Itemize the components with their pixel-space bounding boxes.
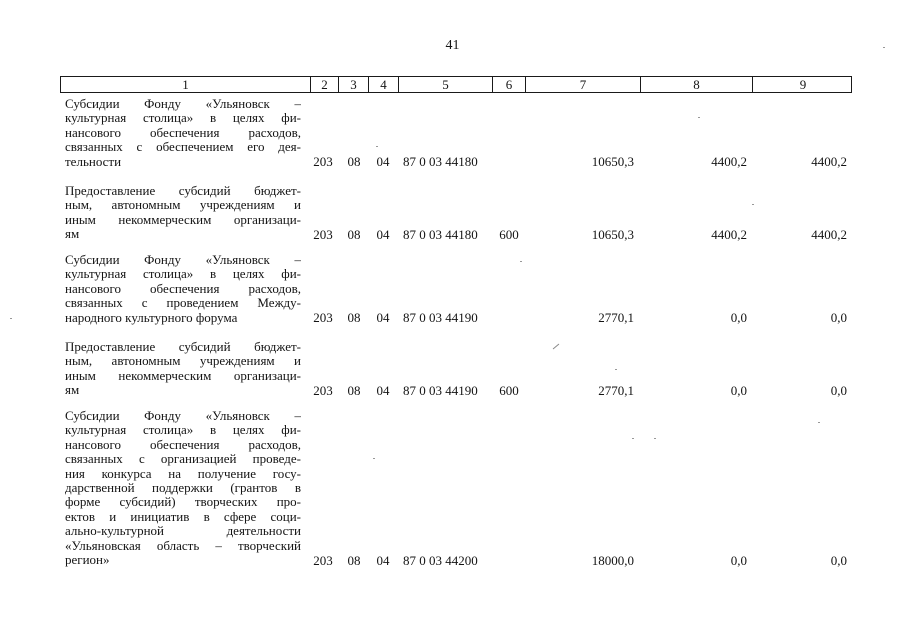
column-header-2: 2 — [311, 77, 339, 92]
section-code: 08 — [347, 382, 361, 398]
column-header-8: 8 — [641, 77, 753, 92]
sum-column-8: 4400,2 — [711, 226, 747, 242]
scan-speck — [376, 146, 378, 147]
column-header-4: 4 — [369, 77, 399, 92]
description-line: ям — [65, 383, 80, 398]
description-line: культурная столица» в целях фи- — [65, 423, 301, 438]
description-line: связанных с организацией проведе- — [65, 452, 301, 467]
target-article: 87 0 03 44190 — [403, 310, 478, 326]
sum-column-7: 18000,0 — [591, 552, 634, 568]
description-line: иным некоммерческим организаци- — [65, 368, 301, 383]
expense-type: 600 — [499, 226, 519, 242]
section-code: 08 — [347, 154, 361, 170]
description-line: связанных с обеспечением его дея- — [65, 140, 301, 155]
target-article: 87 0 03 44200 — [403, 552, 478, 568]
description-line: Предоставление субсидий бюджет- — [65, 184, 301, 198]
sum-column-8: 0,0 — [730, 382, 747, 398]
sum-column-9: 4400,2 — [811, 226, 847, 242]
target-article: 87 0 03 44180 — [403, 226, 478, 242]
row-description — [65, 253, 301, 325]
scan-speck — [373, 458, 375, 459]
subsection-code: 04 — [376, 382, 390, 398]
description-line: нансового обеспечения расходов, — [65, 125, 301, 140]
sum-column-7: 10650,3 — [591, 226, 634, 242]
description-line: народного культурного форума — [65, 310, 238, 325]
table-header-row — [60, 76, 852, 93]
column-header-3: 3 — [339, 77, 369, 92]
description-line: ным, автономным учреждениям и — [65, 354, 301, 369]
sum-column-9: 0,0 — [830, 310, 847, 326]
sum-column-8: 4400,2 — [711, 154, 747, 170]
sum-column-7: 2770,1 — [598, 310, 634, 326]
admin-code: 203 — [313, 552, 333, 568]
description-line: ным, автономным учреждениям и — [65, 198, 301, 213]
subsection-code: 04 — [376, 226, 390, 242]
subsection-code: 04 — [376, 310, 390, 326]
scan-mark — [553, 344, 560, 350]
section-code: 08 — [347, 552, 361, 568]
description-line: форме субсидий) творческих про- — [65, 495, 301, 510]
description-line: культурная столица» в целях фи- — [65, 267, 301, 282]
description-line: дарственной поддержки (грантов в — [65, 480, 301, 495]
page-number: 41 — [445, 38, 460, 53]
column-header-6: 6 — [493, 77, 526, 92]
description-line: Субсидии Фонду «Ульяновск – — [65, 253, 301, 267]
admin-code: 203 — [313, 154, 333, 170]
description-line: иным некоммерческим организаци- — [65, 212, 301, 227]
description-line: ально-культурной деятельности — [65, 524, 301, 539]
scan-speck — [883, 47, 885, 48]
admin-code: 203 — [313, 310, 333, 326]
target-article: 87 0 03 44190 — [403, 382, 478, 398]
column-header-1: 1 — [61, 77, 311, 92]
scan-speck — [752, 204, 754, 205]
target-article: 87 0 03 44180 — [403, 154, 478, 170]
sum-column-9: 0,0 — [830, 552, 847, 568]
column-header-9: 9 — [799, 77, 807, 92]
row-description — [65, 340, 301, 398]
row-description — [65, 97, 301, 169]
sum-column-8: 0,0 — [730, 310, 747, 326]
scan-speck — [632, 438, 634, 439]
section-code: 08 — [347, 310, 361, 326]
description-line: культурная столица» в целях фи- — [65, 111, 301, 126]
description-line: Субсидии Фонду «Ульяновск – — [65, 409, 301, 423]
scan-speck — [698, 117, 700, 118]
description-line: «Ульяновская область – творческий — [65, 538, 301, 553]
admin-code: 203 — [313, 382, 333, 398]
scan-speck — [10, 318, 12, 319]
subsection-code: 04 — [376, 154, 390, 170]
scan-speck — [818, 422, 820, 423]
column-header-5: 5 — [399, 77, 493, 92]
subsection-code: 04 — [376, 552, 390, 568]
scan-speck — [615, 369, 617, 370]
admin-code: 203 — [313, 226, 333, 242]
description-line: тельности — [65, 154, 122, 169]
description-line: ния конкурса на получение госу- — [65, 466, 301, 481]
description-line: ям — [65, 227, 80, 242]
description-line: Субсидии Фонду «Ульяновск – — [65, 97, 301, 111]
scan-speck — [520, 261, 522, 262]
scan-speck — [654, 438, 656, 439]
section-code: 08 — [347, 226, 361, 242]
sum-column-7: 2770,1 — [598, 382, 634, 398]
description-line: нансового обеспечения расходов, — [65, 281, 301, 296]
sum-column-8: 0,0 — [730, 552, 747, 568]
sum-column-9: 4400,2 — [811, 154, 847, 170]
row-description — [65, 184, 301, 242]
sum-column-9: 0,0 — [830, 382, 847, 398]
description-line: нансового обеспечения расходов, — [65, 437, 301, 452]
description-line: регион» — [65, 552, 110, 567]
column-header-7: 7 — [526, 77, 641, 92]
description-line: связанных с проведением Между- — [65, 296, 301, 311]
row-description — [65, 409, 301, 567]
description-line: Предоставление субсидий бюджет- — [65, 340, 301, 354]
sum-column-7: 10650,3 — [591, 154, 634, 170]
description-line: ектов и инициатив в сфере соци- — [65, 509, 301, 524]
expense-type: 600 — [499, 382, 519, 398]
